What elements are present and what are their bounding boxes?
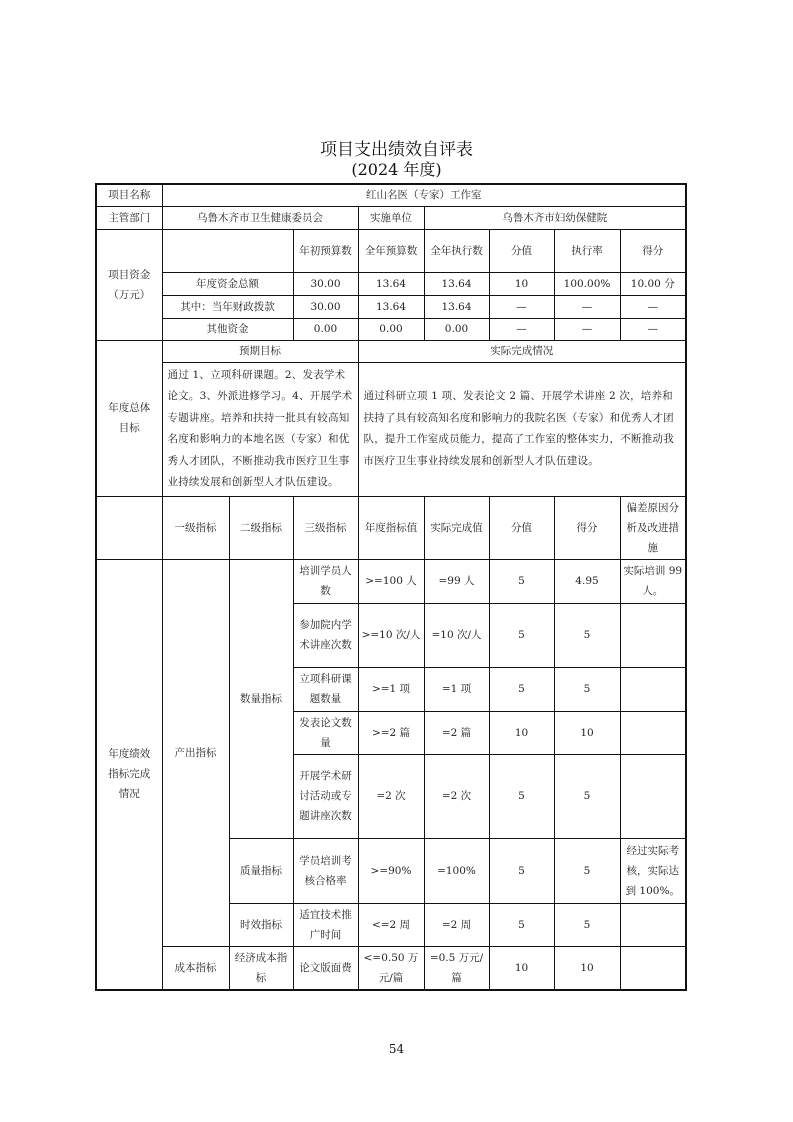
header-score: 得分 — [620, 229, 686, 272]
deviation-note — [620, 711, 686, 754]
target-value: >=90% — [358, 838, 424, 903]
header-level1: 一级指标 — [162, 496, 229, 559]
funding-executed: 0.00 — [424, 318, 489, 340]
section-label-line3: 情况 — [118, 788, 140, 801]
unit-value: 乌鲁木齐市妇幼保健院 — [424, 206, 686, 229]
unit-label: 实施单位 — [358, 206, 424, 229]
project-name-row — [96, 184, 686, 206]
level3-name: 论文版面费 — [293, 946, 358, 990]
deviation-note — [620, 667, 686, 711]
funding-row-name: 其中：当年财政拨款 — [162, 295, 293, 318]
funding-executed: 13.64 — [424, 272, 489, 295]
score: 5 — [554, 754, 620, 838]
level2-quantity: 数量指标 — [229, 559, 293, 838]
document-title: 项目支出绩效自评表 — [320, 140, 473, 160]
indicators-section-label — [96, 559, 162, 990]
funding-rate: — — [554, 295, 620, 318]
deviation-note — [620, 754, 686, 838]
score-value: 5 — [489, 603, 554, 667]
target-value: >=2 篇 — [358, 711, 424, 754]
deviation-note — [620, 903, 686, 946]
score: 10 — [554, 946, 620, 990]
score-value: 5 — [489, 754, 554, 838]
funding-rate: 100.00% — [554, 272, 620, 295]
funding-label-line1: 项目资金 — [108, 268, 151, 281]
funding-score: — — [620, 318, 686, 340]
target-value: =2 次 — [358, 754, 424, 838]
funding-label-line2: （万元） — [108, 288, 151, 301]
funding-score: 10.00 分 — [620, 272, 686, 295]
header-level3: 三级指标 — [293, 496, 358, 559]
indicator-header-row — [96, 496, 686, 559]
header-indicator-score-value: 分值 — [489, 496, 554, 559]
score: 5 — [554, 667, 620, 711]
actual-value: =2 次 — [424, 754, 489, 838]
expected-goal-header: 预期目标 — [162, 340, 358, 362]
project-name-label: 项目名称 — [96, 184, 162, 206]
level2-quality: 质量指标 — [229, 838, 293, 903]
dept-value: 乌鲁木齐市卫生健康委员会 — [162, 206, 358, 229]
funding-score-value: — — [489, 318, 554, 340]
expected-goal-text: 通过 1、立项科研课题。2、发表学术论文。3、外派进修学习。4、开展学术专题讲座。培养和扶持一批具有较高知名度和影响力的本地名医（专家）和优秀人才团队，不断推动我市医疗卫生事业持续发展和创新型人才队伍建设。 — [162, 362, 358, 496]
actual-goal-header: 实际完成情况 — [358, 340, 686, 362]
deviation-note — [620, 946, 686, 990]
actual-goal-text: 通过科研立项 1 项、发表论文 2 篇、开展学术讲座 2 次，培养和扶持了具有较高知名度和影响力的我院名医（专家）和优秀人才团队，提升工作室成员能力，提高了工作室的整体实力，不断推动我市医疗卫生事业持续发展和创新型人才队伍建设。 — [358, 362, 686, 496]
funding-row — [96, 272, 686, 295]
level1-output: 产出指标 — [162, 559, 229, 946]
funding-rate: — — [554, 318, 620, 340]
funding-annual: 13.64 — [358, 272, 424, 295]
score-value: 10 — [489, 711, 554, 754]
score-value: 5 — [489, 667, 554, 711]
goals-content-row — [96, 362, 686, 496]
deviation-note — [620, 603, 686, 667]
header-initial-budget: 年初预算数 — [293, 229, 358, 272]
funding-row-name: 其他资金 — [162, 318, 293, 340]
funding-score-value: — — [489, 295, 554, 318]
actual-value: =10 次/人 — [424, 603, 489, 667]
header-deviation: 偏差原因分析及改进措施 — [620, 496, 686, 559]
score: 5 — [554, 903, 620, 946]
header-score-value: 分值 — [489, 229, 554, 272]
level3-name: 开展学术研讨活动或专题讲座次数 — [293, 754, 358, 838]
funding-annual: 0.00 — [358, 318, 424, 340]
funding-row — [96, 318, 686, 340]
score: 4.95 — [554, 559, 620, 603]
funding-score-value: 10 — [489, 272, 554, 295]
header-indicator-score: 得分 — [554, 496, 620, 559]
level1-cost: 成本指标 — [162, 946, 229, 990]
level2-cost: 经济成本指标 — [229, 946, 293, 990]
score: 5 — [554, 603, 620, 667]
score: 5 — [554, 838, 620, 903]
dept-label: 主管部门 — [96, 206, 162, 229]
funding-header-row — [96, 229, 686, 272]
level3-name: 发表论文数量 — [293, 711, 358, 754]
funding-label — [96, 229, 162, 340]
score-value: 5 — [489, 838, 554, 903]
funding-score: — — [620, 295, 686, 318]
indicator-row — [96, 559, 686, 603]
funding-executed: 13.64 — [424, 295, 489, 318]
deviation-note: 经过实际考核，实际达到 100%。 — [620, 838, 686, 903]
header-annual-budget: 全年预算数 — [358, 229, 424, 272]
score: 10 — [554, 711, 620, 754]
indicator-row — [96, 946, 686, 990]
level3-name: 学员培训考核合格率 — [293, 838, 358, 903]
level3-name: 培训学员人数 — [293, 559, 358, 603]
header-actual: 实际完成值 — [424, 496, 489, 559]
funding-initial: 30.00 — [293, 295, 358, 318]
score-value: 5 — [489, 903, 554, 946]
deviation-note: 实际培训 99 人。 — [620, 559, 686, 603]
funding-blank-header — [162, 229, 293, 272]
actual-value: =0.5 万元/篇 — [424, 946, 489, 990]
goals-label-line2: 目标 — [118, 422, 140, 434]
actual-value: =99 人 — [424, 559, 489, 603]
page-number: 54 — [388, 1042, 405, 1056]
target-value: >=100 人 — [358, 559, 424, 603]
actual-value: =100% — [424, 838, 489, 903]
department-row — [96, 206, 686, 229]
actual-value: =2 周 — [424, 903, 489, 946]
target-value: <=0.50 万元/篇 — [358, 946, 424, 990]
actual-value: =1 项 — [424, 667, 489, 711]
funding-row-name: 年度资金总额 — [162, 272, 293, 295]
document-subtitle: (2024 年度) — [351, 160, 442, 179]
goals-label — [96, 340, 162, 496]
goals-header-row — [96, 340, 686, 362]
level2-time: 时效指标 — [229, 903, 293, 946]
funding-annual: 13.64 — [358, 295, 424, 318]
level3-name: 立项科研课题数量 — [293, 667, 358, 711]
header-target: 年度指标值 — [358, 496, 424, 559]
indicator-header-blank — [96, 496, 162, 559]
section-label-line2: 指标完成 — [108, 768, 151, 781]
level3-name: 参加院内学术讲座次数 — [293, 603, 358, 667]
section-label-line1: 年度绩效 — [108, 748, 151, 761]
funding-row — [96, 295, 686, 318]
project-name-value: 红山名医（专家）工作室 — [162, 184, 686, 206]
level3-name: 适宜技术推广时间 — [293, 903, 358, 946]
funding-initial: 30.00 — [293, 272, 358, 295]
score-value: 5 — [489, 559, 554, 603]
performance-table — [95, 183, 687, 991]
target-value: <=2 周 — [358, 903, 424, 946]
actual-value: =2 篇 — [424, 711, 489, 754]
goals-label-line1: 年度总体 — [108, 402, 151, 414]
header-execution-rate: 执行率 — [554, 229, 620, 272]
target-value: >=1 项 — [358, 667, 424, 711]
score-value: 10 — [489, 946, 554, 990]
target-value: >=10 次/人 — [358, 603, 424, 667]
header-executed: 全年执行数 — [424, 229, 489, 272]
funding-initial: 0.00 — [293, 318, 358, 340]
header-level2: 二级指标 — [229, 496, 293, 559]
